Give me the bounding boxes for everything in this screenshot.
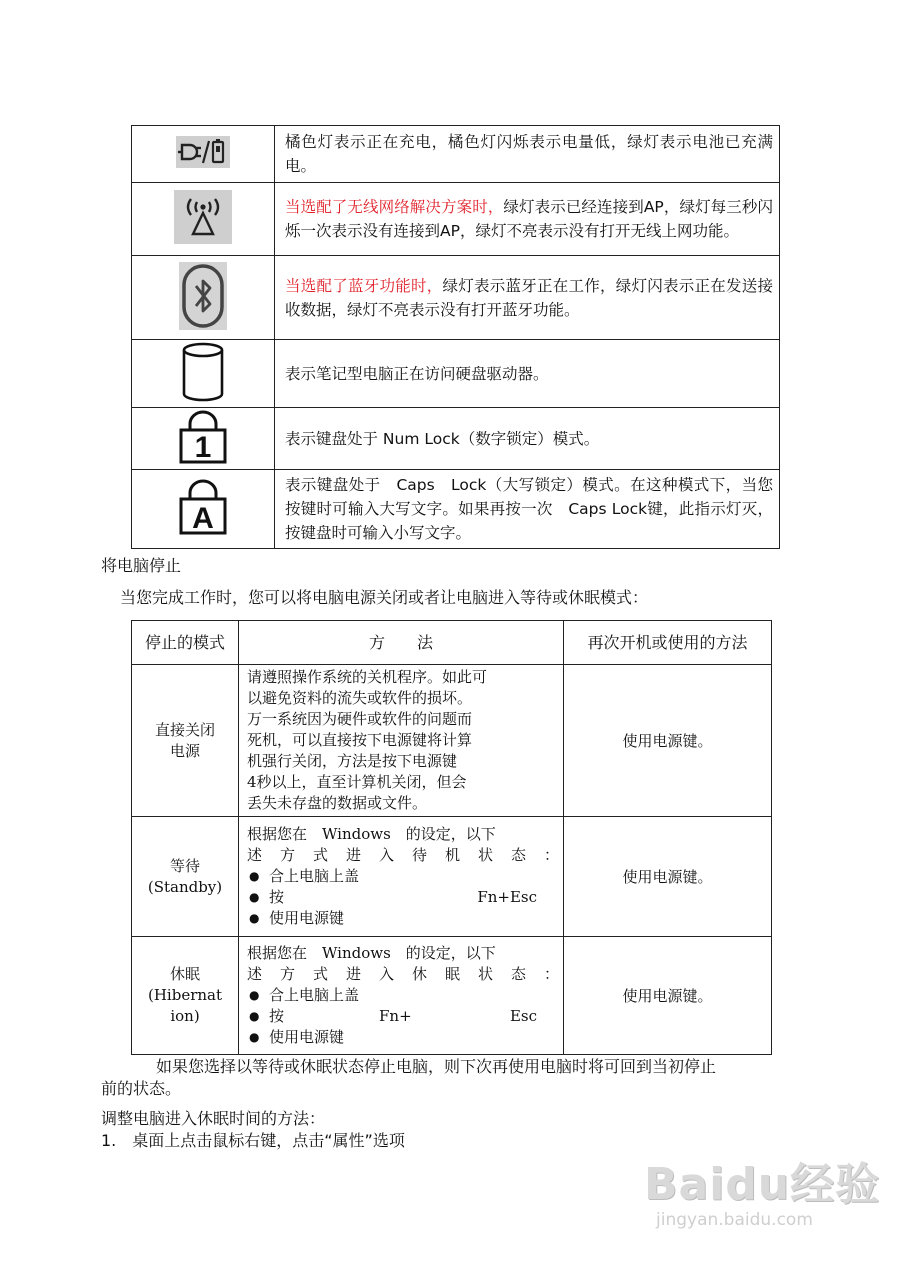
section-intro: 当您完成工作时，您可以将电脑电源关闭或者让电脑进入等待或休眠模式： — [120, 588, 649, 607]
indicator-desc — [275, 470, 780, 549]
indicator-text: 表示笔记型电脑正在访问硬盘驱动器。 — [285, 364, 549, 383]
section-title-hibernate-time: 调整电脑进入休眠时间的方法： — [101, 1109, 326, 1128]
indicator-icon-cell — [132, 408, 275, 470]
indicator-desc — [275, 256, 780, 340]
header-mode: 停止的模式 — [132, 621, 239, 665]
indicator-text-highlight: 当选配了蓝牙功能时， — [285, 276, 443, 295]
mode-name: 直接关闭电源 — [132, 665, 239, 817]
watermark-url: jingyan.baidu.com — [656, 1210, 813, 1230]
bullet-icon: ● — [249, 1030, 260, 1044]
after-table-line2: 前的状态。 — [101, 1079, 182, 1098]
indicator-row-wireless — [132, 183, 780, 256]
step-1: 1. 桌面上点击鼠标右键，点击“属性”选项 — [101, 1131, 405, 1150]
modes-row-standby — [132, 817, 772, 937]
mode-method: 根据您在 Windows 的设定，以下 述方式进入待机状态： ● 合上电脑上盖 ● 按 Fn+Esc ● 使用电源键 — [239, 817, 564, 937]
indicator-desc — [275, 183, 780, 256]
modes-table — [131, 620, 772, 1055]
bullet-icon: ● — [249, 911, 260, 925]
modes-header-row — [132, 621, 772, 665]
wireless-antenna-icon — [173, 189, 233, 249]
indicator-icon-cell — [132, 340, 275, 408]
list-item: ● 合上电脑上盖 — [249, 867, 360, 885]
indicator-icon-cell — [132, 126, 275, 183]
modes-row-shutdown — [132, 665, 772, 817]
indicator-icon-cell — [132, 183, 275, 256]
indicator-row-harddisk — [132, 340, 780, 408]
caps-lock-icon — [178, 477, 228, 541]
indicator-text: 绿灯表示蓝牙正在工作，绿灯闪表示正在发送接收数据，绿灯不亮表示没有打开蓝牙功能。 — [285, 276, 773, 319]
svg-text:A: A — [192, 502, 214, 535]
mode-name: 休眠 (Hibernat ion) — [132, 937, 239, 1055]
header-method: 方 法 — [239, 621, 564, 665]
bullet-icon: ● — [249, 1009, 260, 1023]
mode-resume: 使用电源键。 — [564, 817, 772, 937]
bullet-icon: ● — [249, 869, 260, 883]
indicator-icon-cell — [132, 470, 275, 549]
list-item: ● 按 Fn+ Esc — [249, 1007, 537, 1025]
battery-plug-icon — [175, 135, 231, 173]
indicator-text: 绿灯表示已经连接到AP，绿灯每三秒闪烁一次表示没有连接到AP，绿灯不亮表示没有打开无线上网功能。 — [285, 198, 773, 240]
bullet-icon: ● — [249, 890, 260, 904]
header-resume: 再次开机或使用的方法 — [564, 621, 772, 665]
list-item: ● 按 Fn+Esc — [249, 888, 537, 906]
list-item: ● 使用电源键 — [249, 909, 345, 927]
mode-method: 根据您在 Windows 的设定，以下 述方式进入休眠状态： ● 合上电脑上盖 ● 按 Fn+ Esc ● 使用电源键 — [239, 937, 564, 1055]
indicator-icon-cell — [132, 256, 275, 340]
indicator-table — [131, 125, 780, 549]
indicator-text: 表示键盘处于 Caps Lock（大写锁定）模式。在这种模式下，当您按键时可输入大写文字。如果再按一次 Caps Lock键，此指示灯灭，按键盘时可输入小写文字。 — [285, 476, 773, 542]
indicator-desc — [275, 340, 780, 408]
indicator-row-battery — [132, 126, 780, 183]
indicator-text: 橘色灯表示正在充电，橘色灯闪烁表示电量低，绿灯表示电池已充满电。 — [285, 133, 773, 175]
svg-text:1: 1 — [194, 430, 212, 464]
indicator-desc — [275, 408, 780, 470]
after-table-line1: 如果您选择以等待或休眠状态停止电脑，则下次再使用电脑时将可回到当初停止 — [156, 1057, 717, 1076]
hard-disk-icon — [180, 342, 226, 406]
baidu-watermark — [636, 1148, 886, 1258]
watermark-logo: Baidu经验 — [644, 1159, 881, 1210]
num-lock-icon — [178, 410, 228, 468]
modes-row-hibernate — [132, 937, 772, 1055]
mode-resume: 使用电源键。 — [564, 665, 772, 817]
mode-resume: 使用电源键。 — [564, 937, 772, 1055]
section-title-stop: 将电脑停止 — [101, 556, 182, 575]
indicator-row-numlock — [132, 408, 780, 470]
indicator-desc — [275, 126, 780, 183]
bullet-icon: ● — [249, 988, 260, 1002]
list-item: ● 合上电脑上盖 — [249, 986, 360, 1004]
mode-method: 请遵照操作系统的关机程序。如此可 以避免资料的流失或软件的损坏。 万一系统因为硬件或软件的问题而 死机，可以直接按下电源键将计算 机强行关闭，方法是按下电源键 4秒以上，直至计算机关闭，但会 丢失未存盘的数据或文件。 — [239, 665, 564, 817]
list-item: ● 使用电源键 — [249, 1028, 345, 1046]
indicator-row-capslock — [132, 470, 780, 549]
indicator-row-bluetooth — [132, 256, 780, 340]
bluetooth-icon — [178, 261, 228, 335]
mode-name: 等待 (Standby) — [132, 817, 239, 937]
indicator-text-highlight: 当选配了无线网络解决方案时， — [285, 198, 504, 216]
indicator-text: 表示键盘处于 Num Lock（数字锁定）模式。 — [285, 429, 600, 448]
